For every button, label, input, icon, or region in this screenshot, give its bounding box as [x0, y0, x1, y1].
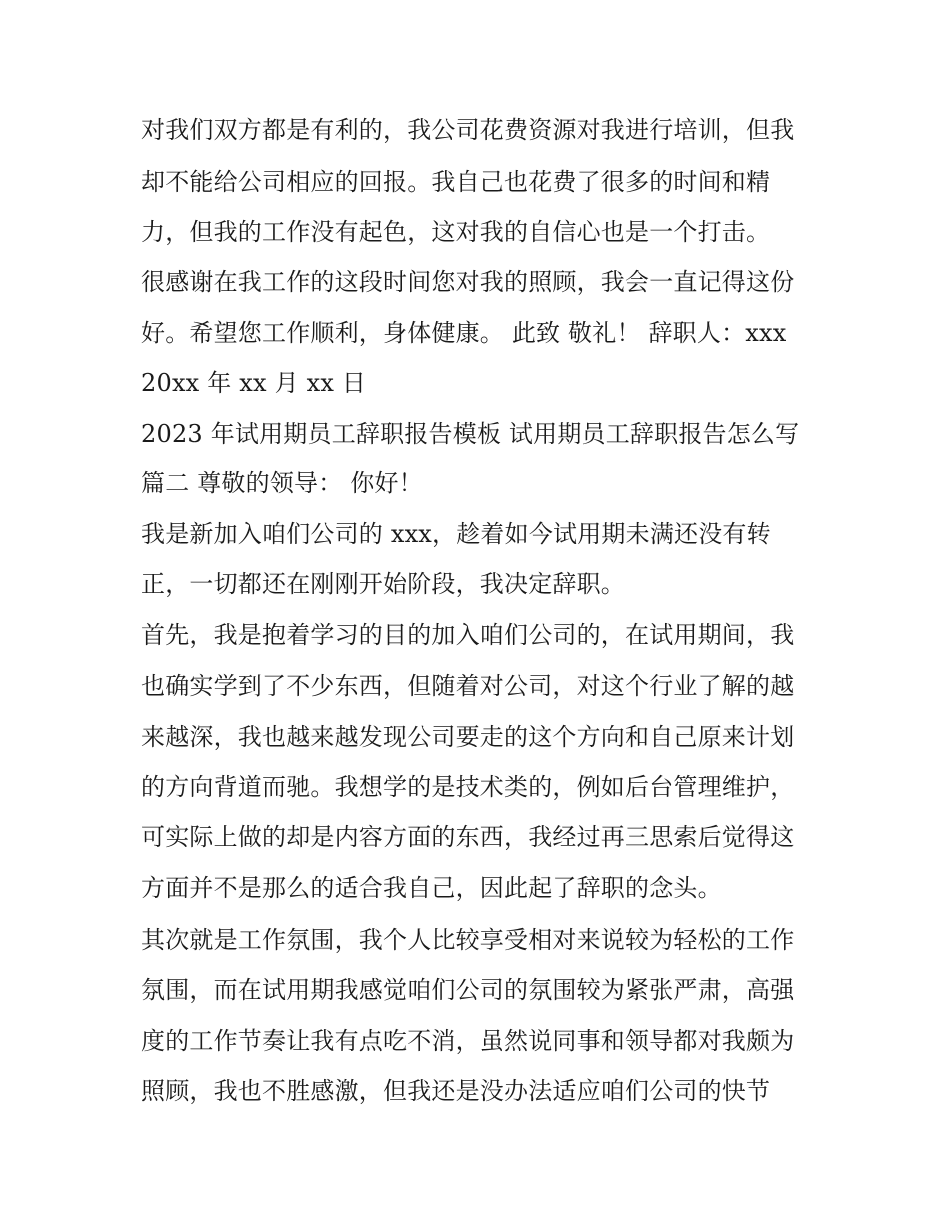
text-line: 首先，我是抱着学习的目的加入咱们公司的，在试用期间，我: [141, 621, 795, 649]
text-line: 可实际上做的却是内容方面的东西，我经过再三思索后觉得这: [141, 823, 795, 851]
text-line: 氛围，而在试用期我感觉咱们公司的氛围较为紧张严肃，高强: [141, 976, 795, 1004]
text-line: 对我们双方都是有利的，我公司花费资源对我进行培训，但我: [141, 116, 795, 144]
salutation-line: 篇二 尊敬的领导： 你好！: [141, 469, 423, 497]
report-title-line: 2023 年试用期员工辞职报告模板 试用期员工辞职报告怎么写: [141, 420, 800, 448]
text-line: 方面并不是那么的适合我自己，因此起了辞职的念头。: [141, 874, 722, 902]
text-line: 度的工作节奏让我有点吃不消，虽然说同事和领导都对我颇为: [141, 1027, 795, 1055]
date-line: 20xx 年 xx 月 xx 日: [141, 369, 367, 397]
text-line: 其次就是工作氛围，我个人比较享受相对来说较为轻松的工作: [141, 926, 795, 954]
text-line: 却不能给公司相应的回报。我自己也花费了很多的时间和精: [141, 168, 771, 196]
text-line: 来越深，我也越来越发现公司要走的这个方向和自己原来计划: [141, 723, 795, 751]
text-line: 照顾，我也不胜感激，但我还是没办法适应咱们公司的快节: [141, 1077, 771, 1105]
text-line: 也确实学到了不少东西，但随着对公司，对这个行业了解的越: [141, 672, 795, 700]
text-line: 很感谢在我工作的这段时间您对我的照顾，我会一直记得这份: [141, 268, 795, 296]
text-line: 好。希望您工作顺利，身体健康。 此致 敬礼！ 辞职人：xxx: [141, 319, 787, 347]
text-line: 正，一切都还在刚刚开始阶段，我决定辞职。: [141, 570, 625, 598]
text-line: 力，但我的工作没有起色，这对我的自信心也是一个打击。: [141, 218, 771, 246]
text-line: 的方向背道而驰。我想学的是技术类的，例如后台管理维护，: [141, 773, 795, 801]
text-line: 我是新加入咱们公司的 xxx，趁着如今试用期未满还没有转: [141, 520, 771, 548]
